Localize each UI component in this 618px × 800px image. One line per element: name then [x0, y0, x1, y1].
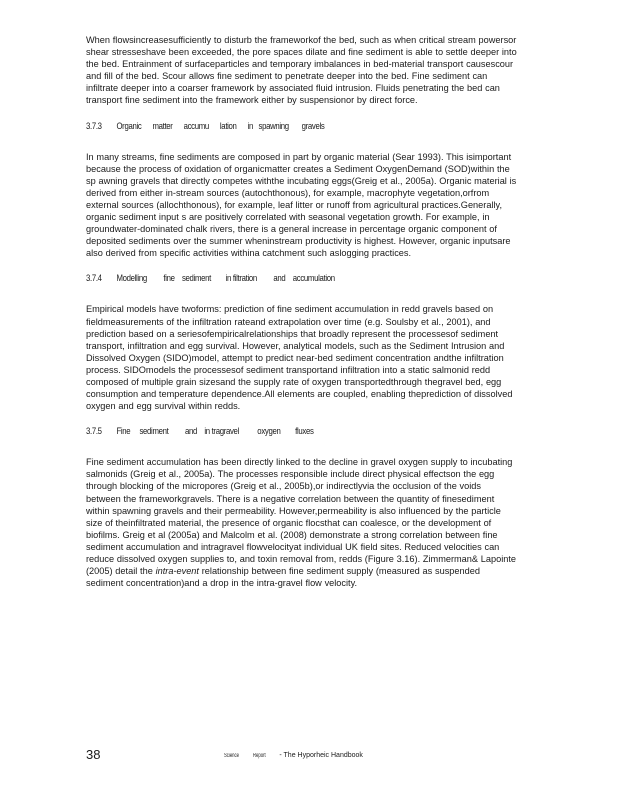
section-number: 3.7.4	[86, 273, 102, 285]
section-title: Fine sediment and in tragravel oxygen fluxes	[116, 426, 314, 438]
paragraph-text: relationship between fine sediment supply (measured as suspended sediment concentration)and a drop in the intra-gravel flow velocity.	[86, 566, 480, 589]
section-heading-organic-matter	[86, 121, 440, 133]
paragraph-fine-sediment-accumulation	[86, 456, 518, 589]
section-title: Modelling fine sediment in filtration and accumulation	[116, 273, 335, 285]
footer-handbook-title: - The Hyporheic Handbook	[279, 752, 363, 759]
section-heading-oxygen-fluxes	[86, 426, 440, 438]
page-number: 38	[86, 747, 101, 762]
page-footer	[86, 747, 518, 761]
paragraph-text: Fine sediment accumulation has been directly linked to the decline in gravel oxygen supply to incubating salmonids (Greig et al., 2005a). The processes responsible include direct physical effectson the egg through blocking of the micropores (Greig et al., 2005b),or indirectlyvia the occlusion of the voids between the frameworkgravels. There is a negative correlation between the quantity of finesediment within spawning gravels and their permeability. However,permeability is also influenced by the particle size of theinfiltrated material, the presence of organic flocsthat can coalesce, or the development of biofilms. Greig et al (2005a) and Malcolm et al. (2008) demonstrate a strong correlation between fine sediment accumulation and intragravel flowvelocityat individual UK field sites. Reduced velocities can reduce dissolved oxygen supplies to, and toxin removal from, redds (Figure 3.16). Zimmerman& Lapointe (2005) detail the	[86, 457, 517, 577]
document-page	[86, 34, 518, 589]
footer-small-text: Science	[224, 753, 239, 759]
section-number: 3.7.5	[86, 426, 102, 438]
paragraph-bed-framework: When flowsincreasesufficiently to disturb the frameworkof the bed, such as when critical stream powersor shear stresseshave been exceeded, the pore spaces dilate and fine sediment is able to settle deeper into the bed. Entrainment of surfaceparticles and temporary imbalances in bed-material transport causescour and fill of the bed. Scour allows fine sediment to penetrate deeper into the bed. Fine sediment can infiltrate deeper into a coarser framework by associated fluid intrusion. Fluids penetrating the bed can transport fine sediment into the framework either by suspensionor by direct force.	[86, 35, 517, 106]
section-heading-modelling	[86, 273, 440, 285]
footer-title	[224, 752, 363, 759]
section-title: Organic matter accumu lation in spawning gravels	[116, 120, 325, 132]
paragraph-empirical-models: Empirical models have twoforms: prediction of fine sediment accumulation in redd gravels based on fieldmeasurements of the infiltration rateand extrapolation over time (e.g. Soulsby et al., 2001), and prediction based on a seriesofempiricalrelationships that broadly represent the processesof sediment transport, infiltration and egg survival. However, analytical models, such as the Sediment Intrusion and Dissolved Oxygen (SIDO)model, attempt to predict near-bed sediment concentration andthe infiltration process. SIDOmodels the processesof sediment transportand infiltration into a static salmonid redd composed of multiple grain sizesand the supply rate of oxygen transportedthrough thegravel bed, egg consumption and temperature dependence.All elements are coupled, enabling theprediction of dissolved oxygen and egg survival within redds.	[86, 304, 513, 412]
section-number: 3.7.3	[86, 120, 102, 132]
paragraph-organic-matter: In many streams, fine sediments are composed in part by organic material (Sear 1993). This isimportant because the process of oxidation of organicmatter creates a Sediment OxygenDemand (SOD)within the sp awning gravels that directly competes withthe incubating eggs(Greig et al., 2005a). Organic material is derived from either in-stream sources (autochthonous), for example, macrophyte vegetation,orfrom external sources (allochthonous), for example, leaf litter or runoff from agricultural practices.Generally, organic sediment input s are positively correlated with seasonal vegetation growth. For example, in groundwater-dominated chalk rivers, there is a general increase in percentage organic component of deposited sediments over the summer wheninstream productivity is highest. However, organic inputsare also derived from specific activities withina catchment such aslogging practices.	[86, 151, 517, 259]
footer-small-text: Report	[253, 753, 266, 759]
italic-term: intra-event	[155, 566, 199, 577]
